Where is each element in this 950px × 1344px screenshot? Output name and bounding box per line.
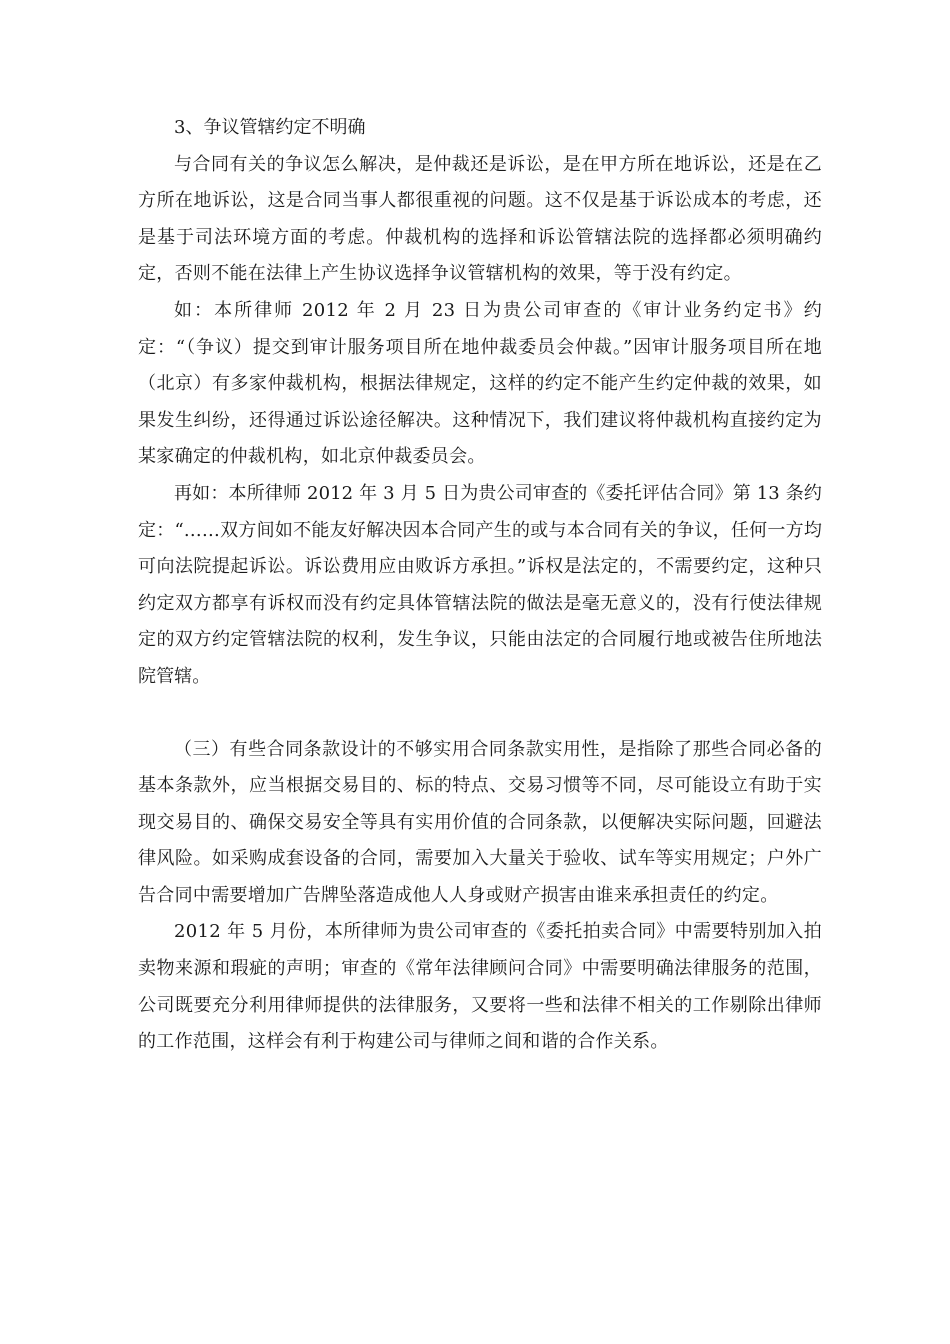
paragraph-example-auction: 2012 年 5 月份，本所律师为贵公司审查的《委托拍卖合同》中需要特别加入拍卖物来源和瑕疵的声明；审查的《常年法律顾问合同》中需要明确法律服务的范围，公司既要充分利用律师提供的法律服务，又要将一些和法律不相关的工作剔除出律师的工作范围，这样会有利于构建公司与律师之间和谐的合作关系。 [138,921,822,1053]
paragraph-practical-clauses: （三）有些合同条款设计的不够实用合同条款实用性，是指除了那些合同必备的基本条款外，应当根据交易目的、标的特点、交易习惯等不同，尽可能设立有助于实现交易目的、确保交易安全等具有实用价值的合同条款，以便解决实际问题，回避法律风险。如采购成套设备的合同，需要加入大量关于验收、试车等实用规定；户外广告合同中需要增加广告牌坠落造成他人人身或财产损害由谁来承担责任的约定。 [138,738,822,906]
paragraph-dispute-resolution: 与合同有关的争议怎么解决，是仲裁还是诉讼，是在甲方所在地诉讼，还是在乙方所在地诉讼，这是合同当事人都很重视的问题。这不仅是基于诉讼成本的考虑，还是基于司法环境方面的考虑。仲裁机构的选择和诉讼管辖法院的选择都必须明确约定，否则不能在法律上产生协议选择争议管辖机构的效果，等于没有约定。 [138,153,822,285]
section-gap [138,696,822,732]
paragraph-example-valuation: 再如：本所律师 2012 年 3 月 5 日为贵公司审查的《委托评估合同》第 13 条约定：“……双方间如不能友好解决因本合同产生的或与本合同有关的争议，任何一方均可向法院提起诉讼。诉讼费用应由败诉方承担。”诉权是法定的，不需要约定，这种只约定双方都享有诉权而没有约定具体管辖法院的做法是毫无意义的，没有行使法律规定的双方约定管辖法院的权利，发生争议，只能由法定的合同履行地或被告住所地法院管辖。 [138,482,822,687]
paragraph-example-audit: 如：本所律师 2012 年 2 月 23 日为贵公司审查的《审计业务约定书》约定：“（争议）提交到审计服务项目所在地仲裁委员会仲裁。”因审计服务项目所在地（北京）有多家仲裁机构，根据法律规定，这样的约定不能产生约定仲裁的效果，如果发生纠纷，还得通过诉讼途径解决。这种情况下，我们建议将仲裁机构直接约定为某家确定的仲裁机构，如北京仲裁委员会。 [138,299,822,468]
document-page [138,110,822,1061]
section-heading: 3、争议管辖约定不明确 [174,117,366,138]
